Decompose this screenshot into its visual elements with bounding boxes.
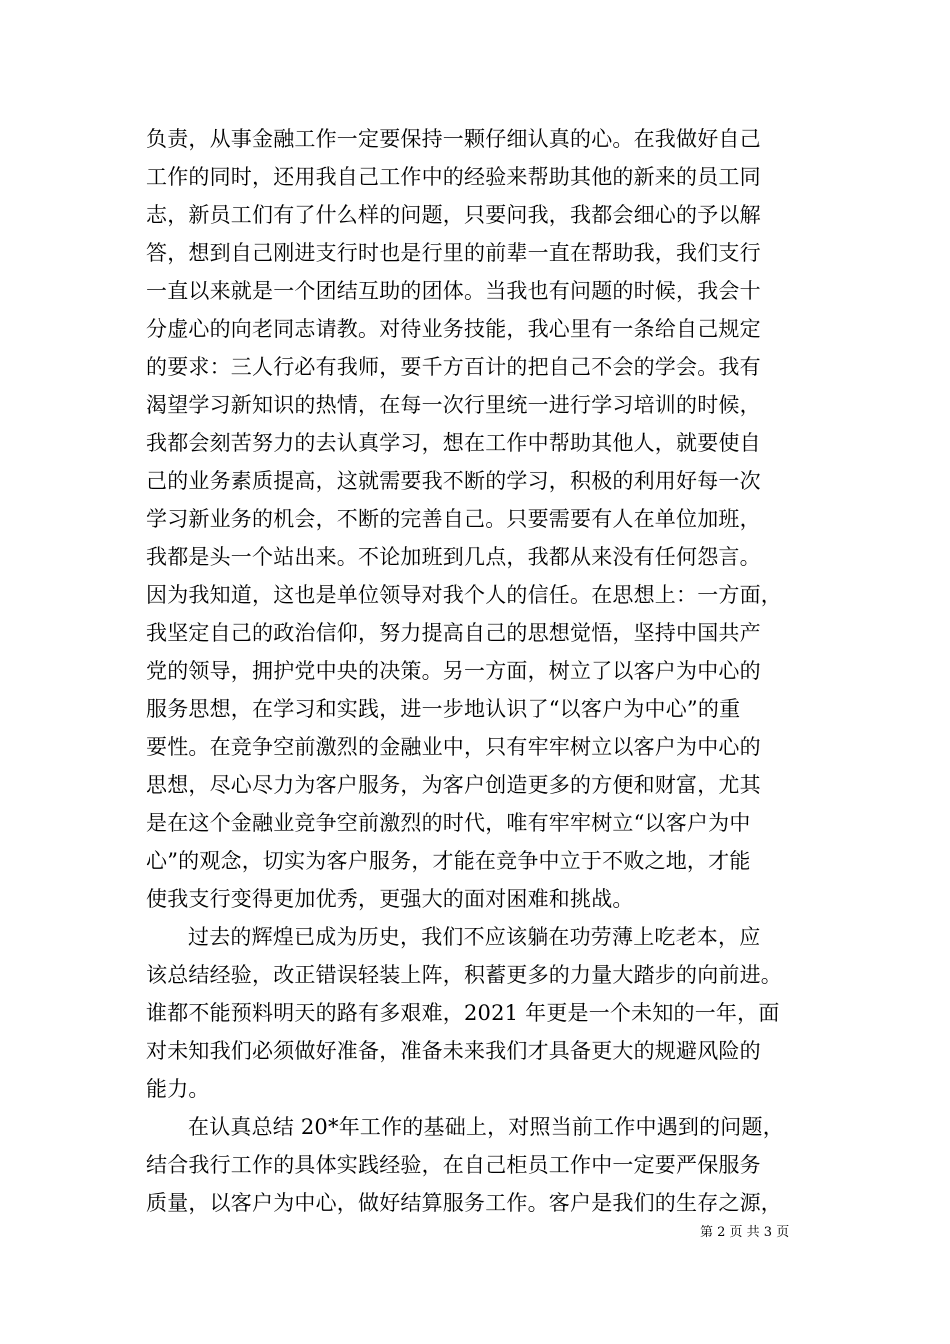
text-line: 结合我行工作的具体实践经验，在自己柜员工作中一定要严保服务 [146, 1153, 761, 1177]
text-line: 工作的同时，还用我自己工作中的经验来帮助其他的新来的员工同 [146, 165, 761, 189]
text-line: 思想，尽心尽力为客户服务，为客户创造更多的方便和财富，尤其 [146, 773, 761, 797]
paragraph-first-line: 在认真总结 20*年工作的基础上，对照当前工作中遇到的问题， [188, 1115, 784, 1139]
text-line: 对未知我们必须做好准备，准备未来我们才具备更大的规避风险的 [146, 1039, 761, 1063]
text-line: 服务思想，在学习和实践，进一步地认识了“以客户为中心”的重 [146, 697, 741, 721]
text-line: 是在这个金融业竞争空前激烈的时代，唯有牢牢树立“以客户为中 [146, 811, 751, 835]
text-line: 我都是头一个站出来。不论加班到几点，我都从来没有任何怨言。 [146, 545, 761, 569]
text-line: 质量，以客户为中心，做好结算服务工作。客户是我们的生存之源， [146, 1191, 782, 1215]
text-line: 分虚心的向老同志请教。对待业务技能，我心里有一条给自己规定 [146, 317, 761, 341]
paragraph-first-line: 过去的辉煌已成为历史，我们不应该躺在功劳薄上吃老本，应 [188, 925, 761, 949]
page-number-footer: 第 2 页 共 3 页 [700, 1225, 790, 1240]
text-line: 党的领导，拥护党中央的决策。另一方面，树立了以客户为中心的 [146, 659, 761, 683]
text-line: 我都会刻苦努力的去认真学习，想在工作中帮助其他人，就要使自 [146, 431, 761, 455]
text-line: 一直以来就是一个团结互助的团体。当我也有问题的时候，我会十 [146, 279, 761, 303]
text-line: 学习新业务的机会，不断的完善自己。只要需要有人在单位加班， [146, 507, 761, 531]
document-body [146, 120, 812, 1222]
text-line: 的要求：三人行必有我师，要千方百计的把自己不会的学会。我有 [146, 355, 761, 379]
text-line: 谁都不能预料明天的路有多艰难，2021 年更是一个未知的一年，面 [146, 1001, 780, 1025]
text-line: 答，想到自己刚进支行时也是行里的前辈一直在帮助我，我们支行 [146, 241, 761, 265]
text-line: 使我支行变得更加优秀，更强大的面对困难和挑战。 [146, 887, 634, 911]
text-line: 志，新员工们有了什么样的问题，只要问我，我都会细心的予以解 [146, 203, 761, 227]
text-line: 负责，从事金融工作一定要保持一颗仔细认真的心。在我做好自己 [146, 127, 761, 151]
text-line: 因为我知道，这也是单位领导对我个人的信任。在思想上：一方面， [146, 583, 782, 607]
text-line: 我坚定自己的政治信仰，努力提高自己的思想觉悟，坚持中国共产 [146, 621, 761, 645]
text-line: 该总结经验，改正错误轻装上阵，积蓄更多的力量大踏步的向前进。 [146, 963, 782, 987]
text-line: 己的业务素质提高，这就需要我不断的学习，积极的利用好每一次 [146, 469, 761, 493]
text-line: 要性。在竞争空前激烈的金融业中，只有牢牢树立以客户为中心的 [146, 735, 761, 759]
text-line: 心”的观念，切实为客户服务，才能在竞争中立于不败之地，才能 [146, 849, 751, 873]
text-line: 能力。 [146, 1077, 210, 1101]
text-line: 渴望学习新知识的热情，在每一次行里统一进行学习培训的时候， [146, 393, 761, 417]
